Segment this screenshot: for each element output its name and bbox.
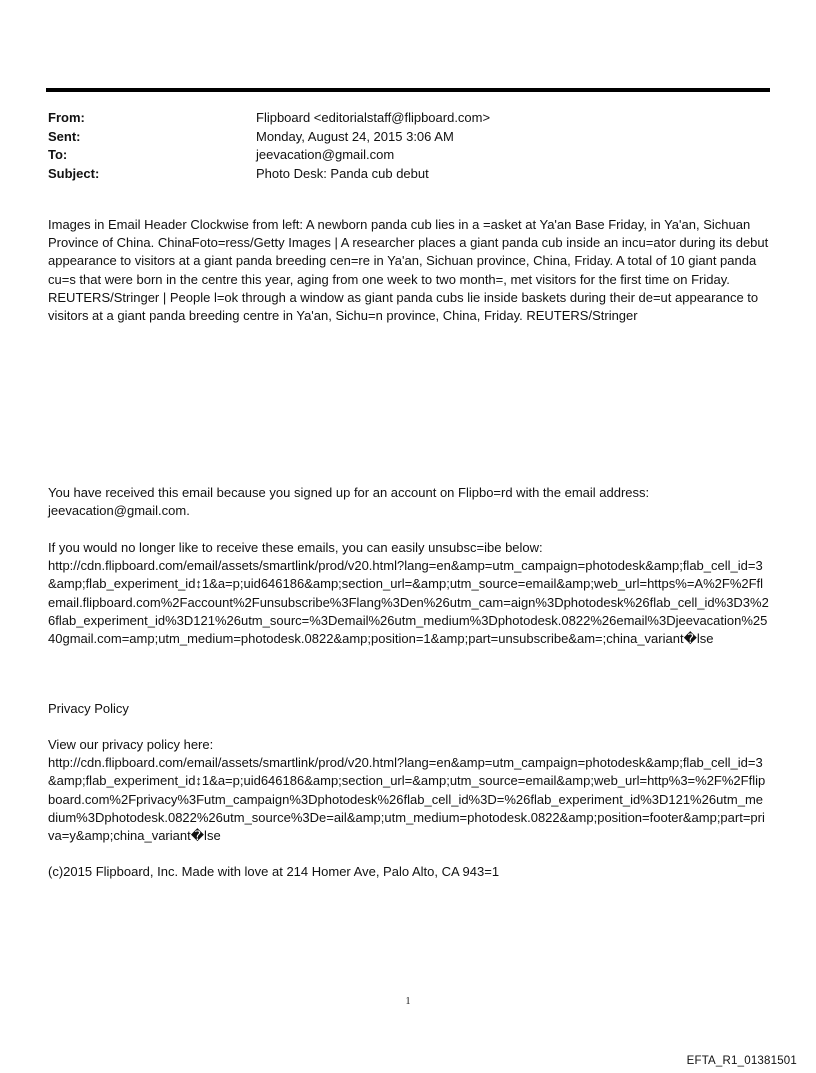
images-caption-paragraph [48, 216, 770, 325]
unsubscribe-section [48, 539, 770, 648]
subject-value: Photo Desk: Panda cub debut [256, 165, 429, 181]
to-value: jeevacation@gmail.com [256, 147, 395, 162]
from-row [48, 109, 768, 128]
unsubscribe-intro: If you would no longer like to receive these emails, you can easily unsubsc=ibe below: [48, 540, 543, 555]
subject-label: Subject: [48, 165, 100, 181]
page-number: 1 [405, 996, 411, 1007]
email-header [48, 109, 768, 183]
received-notice [48, 484, 770, 520]
header-divider [46, 88, 770, 92]
received-email: jeevacation@gmail.com. [48, 503, 190, 519]
bates-number: EFTA_R1_01381501 [686, 1055, 797, 1067]
privacy-heading: Privacy Policy [48, 701, 129, 716]
privacy-section [48, 736, 770, 845]
unsubscribe-link[interactable]: http://cdn.flipboard.com/email/assets/smartlink/prod/v20.html?lang=en&amp=utm_campaign=photodesk&amp;flab_cell_id=3&amp;flab_experiment_id↕1&a=p;uid646186&amp;section_url=&amp;utm_source=email&amp;web_url=https%=A%2F%2Fflemail.flipboard.com%2Faccount%2Funsubscribe%3Flang%3Den%26utm_cam=aign%3Dphotodesk%26flab_cell_id%3D3%26flab_experiment_id%3D121%26utm_sourc=%3Demail%26utm_medium%3Dphotodesk.0822%26email%3Djeevacation%2540gmail.com=amp;utm_medium=photodesk.0822&amp;position=1&amp;part=unsubscribe&am=;china_variant�lse [48, 558, 769, 647]
privacy-heading-block [48, 700, 770, 718]
sent-row [48, 128, 768, 147]
sent-value: Monday, August 24, 2015 3:06 AM [256, 128, 454, 144]
copyright-block [48, 863, 770, 881]
copyright-text: (c)2015 Flipboard, Inc. Made with love at 214 Homer Ave, Palo Alto, CA 943=1 [48, 864, 500, 879]
images-caption-text: Images in Email Header Clockwise from left: A newborn panda cub lies in a =asket at Ya'an Base Friday, in Ya'an, Sichuan Province of China. ChinaFoto=ress/Getty Images | A researcher places a giant panda cub inside an incu=ator during its debut appearance to visitors at a giant panda breeding cen=re in Ya'an, Sichuan province, China, Friday. A total of 10 giant panda cu=s that were born in the centre this year, aging from one week to two month=, met visitors for the first time on Friday. REUTERS/Stringer | People l=ok through a window as giant panda cubs lie inside baskets during their de=ut appearance to visitors at a giant panda breeding centre in Ya'an, Sichu=n province, China, Friday. REUTERS/Stringer [48, 217, 769, 324]
from-label: From: [48, 110, 85, 125]
subject-row [48, 165, 768, 184]
received-line: You have received this email because you signed up for an account on Flipbo=rd with the email address: [48, 485, 650, 500]
privacy-intro: View our privacy policy here: [48, 737, 214, 752]
sent-label: Sent: [48, 128, 81, 144]
to-row [48, 146, 768, 165]
privacy-link[interactable]: http://cdn.flipboard.com/email/assets/smartlink/prod/v20.html?lang=en&amp=utm_campaign=photodesk&amp;flab_cell_id=3&amp;flab_experiment_id↕1&a=p;uid646186&amp;section_url=&amp;utm_source=email&amp;web_url=http%3=%2F%2Fflipboard.com%2Fprivacy%3Futm_campaign%3Dphotodesk%26flab_cell_id%3D=%26flab_experiment_id%3D121%26utm_medium%3Dphotodesk.0822%26utm_source%3De=ail&amp;utm_medium=photodesk.0822&amp;position=footer&amp;part=priva=y&amp;china_variant�lse [48, 755, 766, 844]
from-value: Flipboard <editorialstaff@flipboard.com> [256, 110, 491, 125]
to-label: To: [48, 147, 68, 162]
